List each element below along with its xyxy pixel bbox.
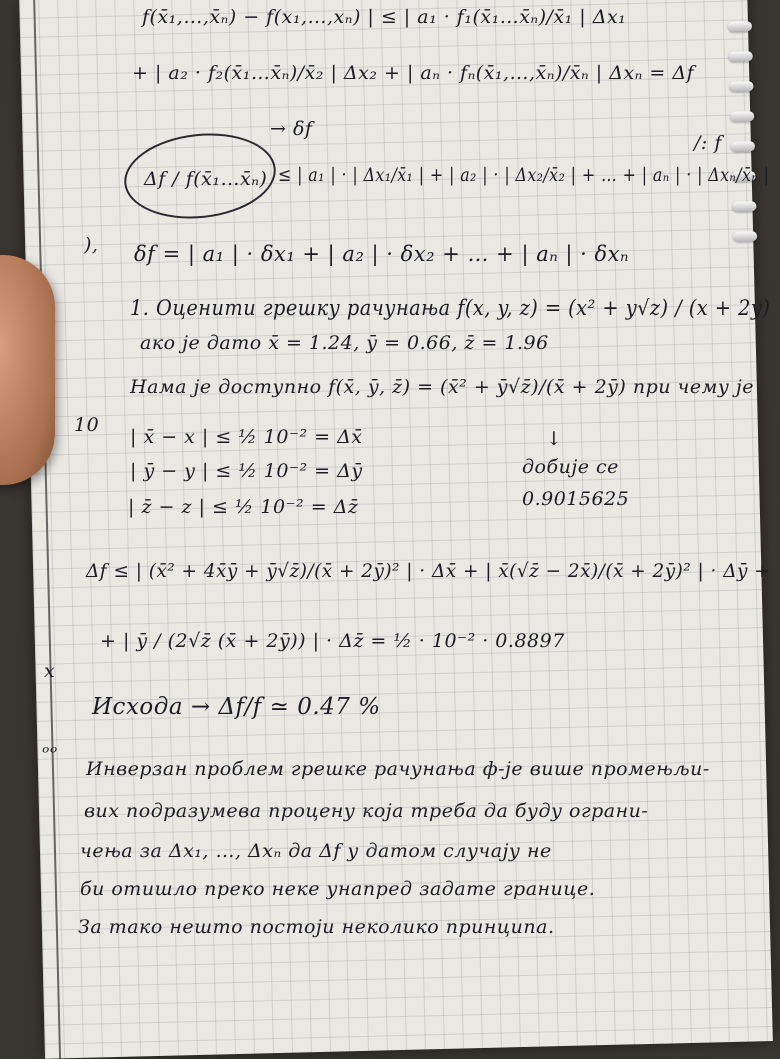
delta-f-expansion: Δf ≤ | (x̄² + 4x̄ȳ + ȳ√z̄)/(x̄ + 2ȳ)² | · Δx̄ + | x̄(√z̄ − 2x̄)/(x̄ + 2ȳ)² | · Δȳ + <box>86 560 771 582</box>
margin-mark: ), <box>84 234 99 256</box>
page-margin-line <box>33 0 61 1058</box>
delta-f-expansion-cont: + | ȳ / (2√z̄ (x̄ + 2ȳ)) | · Δz̄ = ½ · 10⁻² · 0.8897 <box>100 630 565 652</box>
arrow-down: ↓ <box>546 428 563 450</box>
margin-mark: x <box>44 660 56 682</box>
available-function: Нама је доступно f(x̄, ȳ, z̄) = (x̄² + ȳ√z̄)/(x̄ + 2ȳ) при чему је <box>130 376 755 398</box>
formula-line-1: f(x̄₁,…,x̄ₙ) − f(x₁,…,xₙ) | ≤ | a₁ · f₁(x̄₁…x̄ₙ)/x̄₁ | Δx₁ <box>142 6 627 28</box>
formula-line-2: + | a₂ · f₂(x̄₁…x̄ₙ)/x̄₂ | Δx₂ + | aₙ · fₙ(x̄₁,…,x̄ₙ)/x̄ₙ | Δxₙ = Δf <box>132 62 695 84</box>
paragraph-line-3: чења за Δx₁, …, Δxₙ да Δf у датом случају не <box>80 840 552 862</box>
binding-ring <box>729 81 753 92</box>
binding-ring <box>732 201 756 212</box>
bound-z: | z̄ − z | ≤ ½ 10⁻² = Δz̄ <box>128 496 359 518</box>
binding-ring <box>728 21 752 32</box>
paragraph-line-1: Инверзан проблем грешке рачунања ф-је више промењљи- <box>86 758 710 780</box>
binding-ring <box>733 231 757 242</box>
margin-mark: 10 <box>74 414 100 436</box>
binding-ring <box>729 51 753 62</box>
formula-line-4: δf = | a₁ | · δx₁ + | a₂ | · δx₂ + … + | aₙ | · δxₙ <box>134 242 629 266</box>
bound-x: | x̄ − x | ≤ ½ 10⁻² = Δx̄ <box>130 426 363 448</box>
delta-f-label: → δf <box>270 118 313 140</box>
computed-value: 0.9015625 <box>522 488 630 510</box>
result-label: добије се <box>522 456 619 478</box>
paragraph-line-4: би отишло преко неке унапред задате границе. <box>80 878 596 900</box>
binding-ring <box>731 141 755 152</box>
paragraph-line-5: За тако нешто постоји неколико принципа. <box>78 916 555 938</box>
formula-line-3: ≤ | a₁ | · | Δx₁/x̄₁ | + | a₂ | · | Δx₂/x̄₂ | + … + | aₙ | · | Δxₙ/x̄ₙ | <box>278 164 770 186</box>
circled-relative-error: Δf / f(x̄₁…x̄ₙ) <box>144 168 268 190</box>
thumb <box>0 255 55 485</box>
binding-ring <box>730 111 754 122</box>
problem-1-given: ако је дато x̄ = 1.24, ȳ = 0.66, z̄ = 1.96 <box>140 332 549 354</box>
bound-y: | ȳ − y | ≤ ½ 10⁻² = Δȳ <box>130 460 363 482</box>
divide-note: /: f <box>694 132 722 154</box>
margin-mark: ᵒᵒ <box>42 742 58 764</box>
paragraph-line-2: вих подразумева процену која треба да буду ограни- <box>84 800 649 822</box>
result-percentage: Исхода → Δf/f ≃ 0.47 % <box>92 694 381 720</box>
spiral-binding <box>725 0 777 1041</box>
problem-1-statement: 1. Оценити грешку рачунања f(x, y, z) = (x² + y√z) / (x + 2y) <box>130 296 771 320</box>
